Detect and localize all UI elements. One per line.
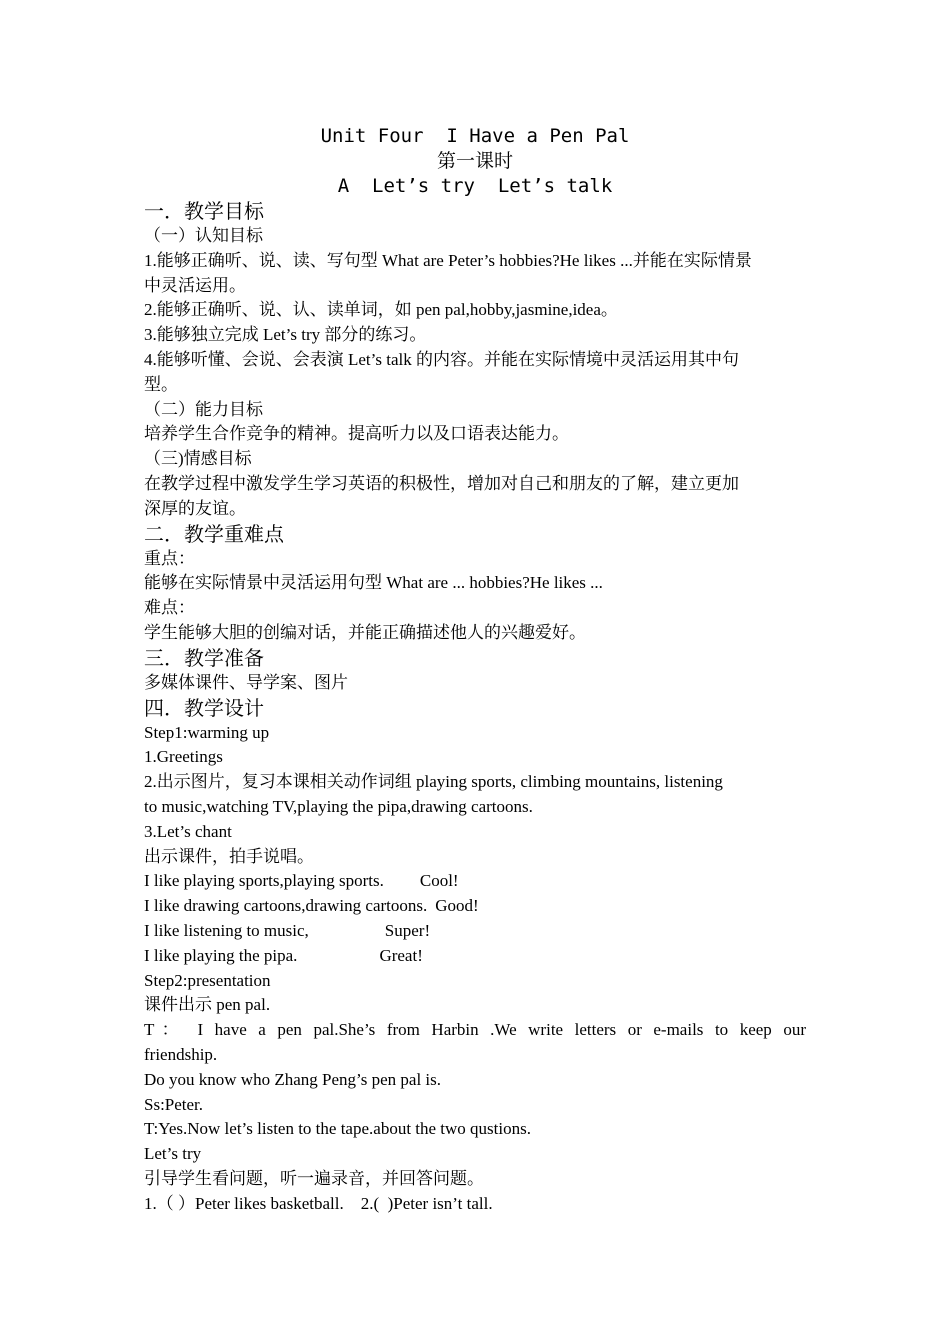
lesson-title: 第一课时	[436, 150, 513, 172]
text-line: 2.能够正确听、说、认、读单词，如 pen pal,hobby,jasmine,idea。	[144, 300, 618, 320]
text-line: （三)情感目标	[144, 449, 252, 469]
text-line: 课件出示 pen pal.	[144, 995, 271, 1015]
section-subtitle: A Let’s try Let’s talk	[337, 175, 613, 197]
text-line: Let’s try	[144, 1144, 202, 1164]
unit-title: Unit Four I Have a Pen Pal	[320, 125, 630, 147]
text-line: 中灵活运用。	[144, 275, 246, 295]
text-line: 4.能够听懂、会说、会表演 Let’s talk 的内容。并能在实际情境中灵活运用其中句	[144, 349, 739, 369]
document-body	[144, 124, 806, 1216]
text-line: Do you know who Zhang Peng’s pen pal is.	[144, 1069, 442, 1089]
text-line: 难点：	[144, 598, 195, 618]
text-line: 1.（ ）Peter likes basketball. 2.( )Peter isn’t tall.	[144, 1193, 493, 1213]
section-heading: 三．教学准备	[144, 645, 264, 670]
text-line: 多媒体课件、导学案、图片	[144, 672, 348, 692]
text-line: 型。	[144, 374, 178, 394]
section-heading: 二．教学重难点	[144, 521, 284, 546]
chant-reply: Super!	[384, 920, 431, 940]
text-line: T： I have a pen pal.She’s from Harbin .We write letters or e-mails to keep our	[144, 1020, 806, 1040]
text-line: friendship.	[144, 1044, 218, 1064]
chant-text: I like playing the pipa.	[144, 945, 298, 965]
chant-line	[144, 919, 806, 944]
text-line: 3.能够独立完成 Let’s try 部分的练习。	[144, 325, 427, 345]
section-heading: 一．教学目标	[144, 199, 264, 223]
text-line: 引导学生看问题，听一遍录音，并回答问题。	[144, 1168, 484, 1188]
text-line: 能够在实际情景中灵活运用句型 What are ... hobbies?He likes ...	[144, 573, 603, 593]
text-line: （一）认知目标	[144, 226, 263, 245]
text-line: 1.能够正确听、说、读、写句型 What are Peter’s hobbies?He likes ...并能在实际情景	[144, 250, 752, 270]
chant-text: I like listening to music,	[144, 920, 309, 940]
text-line: to music,watching TV,playing the pipa,drawing cartoons.	[144, 796, 533, 816]
text-line: 出示课件，拍手说唱。	[144, 846, 314, 866]
chant-line	[144, 894, 806, 919]
chant-line	[144, 869, 806, 894]
text-line: 学生能够大胆的创编对话，并能正确描述他人的兴趣爱好。	[144, 622, 586, 642]
text-line: T:Yes.Now let’s listen to the tape.about the two qustions.	[144, 1119, 531, 1139]
text-line: Step2:presentation	[144, 970, 271, 990]
section-heading: 四．教学设计	[144, 695, 264, 720]
text-line: 培养学生合作竞争的精神。提高听力以及口语表达能力。	[144, 424, 569, 444]
chant-reply: Cool!	[419, 871, 459, 891]
text-line: 1.Greetings	[144, 747, 223, 767]
chant-reply: Good!	[435, 896, 479, 916]
text-line: 在教学过程中激发学生学习英语的积极性，增加对自己和朋友的了解，建立更加	[144, 473, 739, 493]
text-line: 深厚的友谊。	[144, 498, 246, 518]
text-line: Ss:Peter.	[144, 1094, 204, 1114]
chant-line	[144, 944, 806, 969]
chant-text: I like playing sports,playing sports.	[144, 871, 384, 891]
text-line: 2.出示图片，复习本课相关动作词组 playing sports, climbing mountains, listening	[144, 772, 723, 792]
text-line: 3.Let’s chant	[144, 821, 232, 841]
document-lines	[144, 199, 806, 1216]
chant-reply: Great!	[379, 945, 423, 965]
text-line: Step1:warming up	[144, 722, 270, 742]
text-line: 重点：	[144, 548, 195, 568]
chant-text: I like drawing cartoons,drawing cartoons.	[144, 896, 428, 916]
text-line: （二）能力目标	[144, 399, 263, 419]
